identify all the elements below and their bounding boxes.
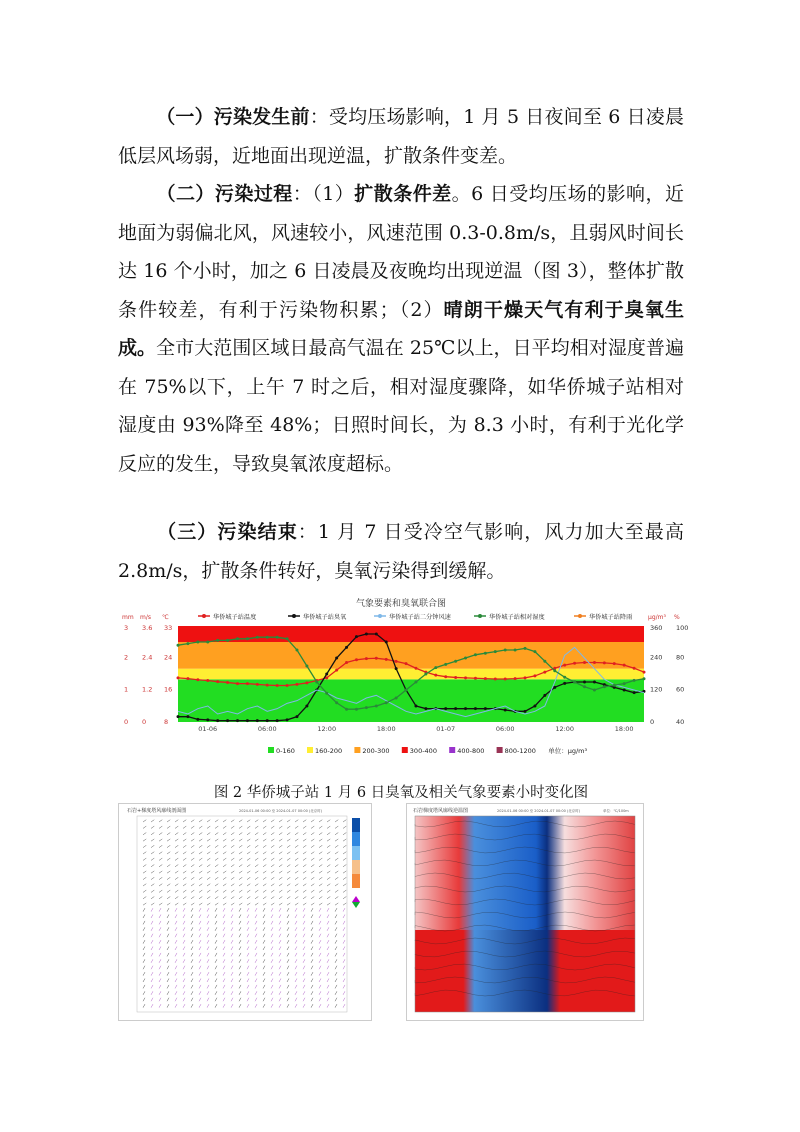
- xtick-3: 18:00: [376, 725, 396, 733]
- band-swatch-5: [497, 747, 503, 753]
- text-process-1: ：（1）: [292, 183, 355, 205]
- series-3-point-32: [494, 650, 497, 653]
- series-0-point-2: [196, 678, 199, 681]
- ytick: 120: [650, 685, 663, 694]
- series-1-point-42: [593, 681, 596, 684]
- band-label-5: 800-1200: [504, 747, 536, 755]
- figure-caption: 图 2 华侨城子站 1 月 6 日臭氧及相关气象要素小时变化图: [213, 785, 589, 801]
- series-0-point-17: [345, 661, 348, 664]
- text-end: ：1 月 7 日受冷空气影响，风力加大至最高 2.8m/s，扩散条件转好，臭氧污染得到缓解。: [118, 521, 684, 582]
- series-3-point-39: [563, 676, 566, 679]
- band-swatch-2: [354, 747, 360, 753]
- series-3-point-33: [504, 649, 507, 652]
- series-0-point-26: [434, 674, 437, 677]
- paragraph-process: [118, 175, 684, 483]
- series-0-point-13: [305, 681, 308, 684]
- series-0-point-21: [385, 658, 388, 661]
- series-1-point-12: [295, 715, 298, 718]
- right-panel-subtitle: 2024-01-06 00:00 至 2024-01-07 00:00 (北京时): [497, 809, 581, 813]
- series-0-point-39: [563, 664, 566, 667]
- series-0-point-12: [295, 683, 298, 686]
- series-1-point-20: [375, 633, 378, 636]
- series-0-point-9: [266, 684, 269, 687]
- series-3-point-12: [295, 649, 298, 652]
- bold-sunny: 晴朗干燥天气有利于臭氧生成。: [118, 298, 684, 359]
- left-panel-subtitle: 2024-01-06 00:00 至 2024-01-07 00:00 (北京时): [239, 809, 323, 813]
- series-0-point-3: [206, 679, 209, 682]
- legend-label-2: 华侨城子站二分钟风速: [389, 614, 451, 621]
- series-1-point-28: [454, 707, 457, 710]
- series-3-point-18: [355, 708, 358, 711]
- band-swatch-1: [307, 747, 313, 753]
- series-1-point-9: [266, 719, 269, 722]
- series-0-point-27: [444, 675, 447, 678]
- inversion-field-upper: [415, 816, 635, 930]
- series-1-point-16: [335, 657, 338, 660]
- series-1-point-30: [474, 707, 477, 710]
- series-3-point-27: [444, 663, 447, 666]
- x-ticks: [198, 725, 633, 733]
- series-0-point-41: [583, 661, 586, 664]
- series-0-point-28: [454, 676, 457, 679]
- series-0-point-4: [216, 680, 219, 683]
- series-3-point-38: [553, 669, 556, 672]
- band-swatch-3: [402, 747, 408, 753]
- series-3-point-4: [216, 639, 219, 642]
- series-0-point-5: [226, 681, 229, 684]
- chart-title: 气象要素和臭氧联合图: [355, 599, 447, 609]
- series-0-point-47: [643, 671, 646, 674]
- series-3-point-14: [315, 681, 318, 684]
- series-3-point-36: [533, 650, 536, 653]
- band-unit: 单位：μg/m³: [548, 747, 588, 755]
- series-1-point-6: [236, 719, 239, 722]
- series-3-point-5: [226, 639, 229, 642]
- series-1-point-21: [385, 641, 388, 644]
- series-0-point-22: [395, 660, 398, 663]
- ytick: 3.6: [142, 624, 153, 632]
- series-3-point-11: [286, 637, 289, 640]
- band-legend: [268, 746, 587, 755]
- series-0-point-40: [573, 662, 576, 665]
- ytick: 1: [124, 685, 129, 694]
- heading-end: （三）污染结束: [156, 521, 298, 543]
- series-1-point-38: [553, 686, 556, 689]
- series-0-point-45: [623, 664, 626, 667]
- xtick-2: 12:00: [317, 725, 337, 733]
- band-swatch-0: [268, 747, 274, 753]
- series-3-point-3: [206, 641, 209, 644]
- series-0-point-16: [335, 669, 338, 672]
- series-0-point-20: [375, 657, 378, 660]
- paragraph-end: [118, 513, 684, 590]
- series-0-point-36: [533, 674, 536, 677]
- xtick-1: 06:00: [257, 725, 277, 733]
- ytick: 2.4: [142, 653, 153, 662]
- series-0-point-30: [474, 677, 477, 680]
- series-0-point-7: [246, 682, 249, 685]
- series-3-point-25: [424, 673, 427, 676]
- series-3-point-47: [643, 677, 646, 680]
- right-panel-title: 石岩梯度塔风廓线逆温图: [413, 808, 469, 814]
- ytick: 100: [676, 624, 689, 632]
- series-0-point-1: [186, 677, 189, 680]
- ytick: 1.2: [142, 685, 153, 694]
- legend-label-0: 华侨城子站温度: [213, 614, 257, 621]
- ytick: 0: [650, 718, 655, 726]
- series-3-point-41: [583, 685, 586, 688]
- series-3-point-7: [246, 637, 249, 640]
- series-0-point-29: [464, 676, 467, 679]
- series-0-point-33: [504, 677, 507, 680]
- series-1-point-13: [305, 705, 308, 708]
- band-label-0: 0-160: [276, 747, 295, 755]
- series-3-point-28: [454, 660, 457, 663]
- legend-label-1: 华侨城子站臭氧: [303, 614, 347, 621]
- series-3-point-34: [514, 649, 517, 652]
- series-3-point-13: [305, 665, 308, 668]
- unit-pct: %: [674, 614, 680, 621]
- series-1-point-27: [444, 707, 447, 710]
- inversion-panel: [406, 803, 644, 1021]
- legend-label-4: 华侨城子站降雨: [589, 614, 633, 621]
- series-3-point-9: [266, 636, 269, 639]
- series-1-point-7: [246, 719, 249, 722]
- series-3-point-1: [186, 642, 189, 645]
- series-1-point-24: [414, 705, 417, 708]
- unit-c: ℃: [162, 614, 169, 621]
- wind-profile-panel: [118, 803, 372, 1021]
- series-0-point-31: [484, 677, 487, 680]
- series-1-point-11: [286, 718, 289, 721]
- ytick: 16: [164, 685, 173, 694]
- left-panel-title: 石岩+梯度塔风廓线剖面图: [127, 808, 187, 814]
- series-1-point-4: [216, 719, 219, 722]
- xtick-4: 01-07: [436, 725, 456, 733]
- right-panel-unit: 单位：℃/100m: [603, 809, 629, 813]
- series-3-point-46: [633, 679, 636, 682]
- series-3-point-45: [623, 682, 626, 685]
- text-process-3: 全市大范围区域日最高气温在 25℃以上，日平均相对湿度普遍在 75%以下，上午 7 时之后，相对湿度骤降，如华侨城子站相对湿度由 93%降至 48%；日照时间长，为 8.3 小时，有利于光化学反应的发生，导致臭氧浓度超标。: [118, 337, 684, 475]
- series-1-point-45: [623, 689, 626, 692]
- series-0-point-35: [524, 676, 527, 679]
- band-label-1: 160-200: [315, 747, 343, 755]
- series-3-point-35: [524, 647, 527, 650]
- series-1-point-31: [484, 707, 487, 710]
- ytick: 60: [676, 685, 685, 694]
- series-3-point-26: [434, 666, 437, 669]
- ytick: 0: [142, 718, 147, 726]
- legend-label-3: 华侨城子站相对湿度: [489, 614, 545, 621]
- series-3-point-37: [543, 660, 546, 663]
- series-0-point-42: [593, 661, 596, 664]
- ytick: 360: [650, 624, 663, 632]
- weather-ozone-chart: [118, 596, 689, 772]
- series-0-point-8: [256, 683, 259, 686]
- series-3-point-2: [196, 641, 199, 644]
- ytick: 40: [676, 718, 685, 726]
- text-before: ：受均压场影响，1 月 5 日夜间至 6 日凌晨低层风场弱，近地面出现逆温，扩散条件变差。: [118, 106, 684, 167]
- xtick-0: 01-06: [198, 725, 218, 733]
- series-3-point-44: [613, 684, 616, 687]
- aqi-bands: [178, 626, 644, 722]
- ytick: 2: [124, 653, 129, 662]
- series-0-point-37: [543, 671, 546, 674]
- ytick: 3: [124, 624, 129, 632]
- series-0-point-46: [633, 667, 636, 670]
- series-1-point-1: [186, 715, 189, 718]
- series-1-point-37: [543, 694, 546, 697]
- unit-mm: mm: [122, 614, 134, 621]
- series-0-point-10: [276, 684, 279, 687]
- series-3-point-16: [335, 701, 338, 704]
- series-1-point-10: [276, 719, 279, 722]
- series-1-point-29: [464, 707, 467, 710]
- band-swatch-4: [449, 747, 455, 753]
- series-1-point-3: [206, 718, 209, 721]
- series-0-point-6: [236, 682, 239, 685]
- series-0-point-43: [603, 661, 606, 664]
- ytick: 33: [164, 624, 173, 632]
- series-3-point-6: [236, 637, 239, 640]
- series-0-point-19: [365, 657, 368, 660]
- series-1-point-19: [365, 633, 368, 636]
- series-0-point-18: [355, 658, 358, 661]
- series-3-point-31: [484, 652, 487, 655]
- series-1-point-2: [196, 718, 199, 721]
- xtick-6: 12:00: [555, 725, 575, 733]
- band-label-2: 200-300: [362, 747, 390, 755]
- chart-legend: [198, 613, 632, 621]
- series-3-point-23: [405, 689, 408, 692]
- series-3-point-8: [256, 636, 259, 639]
- series-1-point-36: [533, 705, 536, 708]
- series-1-point-25: [424, 707, 427, 710]
- series-0-point-24: [414, 667, 417, 670]
- series-3-point-20: [375, 705, 378, 708]
- band-label-3: 300-400: [409, 747, 437, 755]
- series-1-point-39: [563, 682, 566, 685]
- ytick: 0: [124, 718, 129, 726]
- band-label-4: 400-800: [457, 747, 485, 755]
- series-1-point-33: [504, 709, 507, 712]
- xtick-7: 18:00: [614, 725, 634, 733]
- unit-ms: m/s: [140, 614, 151, 621]
- ytick: 8: [164, 718, 169, 726]
- ytick: 24: [164, 653, 173, 662]
- series-1-point-5: [226, 719, 229, 722]
- series-1-point-15: [325, 673, 328, 676]
- paragraph-before: [118, 98, 684, 175]
- series-0-point-34: [514, 677, 517, 680]
- series-3-point-22: [395, 697, 398, 700]
- xtick-5: 06:00: [495, 725, 515, 733]
- color-scale: [352, 818, 360, 888]
- band-200-300: [178, 642, 644, 669]
- series-3-point-0: [177, 644, 180, 647]
- series-1-point-46: [633, 691, 636, 694]
- series-3-point-17: [345, 708, 348, 711]
- series-3-point-24: [414, 681, 417, 684]
- series-0-point-11: [286, 684, 289, 687]
- series-3-point-43: [603, 685, 606, 688]
- series-3-point-21: [385, 701, 388, 704]
- series-1-point-35: [524, 710, 527, 713]
- series-1-point-41: [583, 681, 586, 684]
- text-process-2: 。6 日受均压场的影响，近地面为弱偏北风，风速较小，风速范围 0.3-0.8m/s，且弱风时间长达 16 个小时，加之 6 日凌晨及夜晚均出现逆温（图 3），整体扩散条件较差，有利于污染物积累；（2）: [118, 183, 684, 321]
- series-3-point-19: [365, 706, 368, 709]
- series-0-point-44: [613, 662, 616, 665]
- compass-icon: [352, 896, 360, 908]
- ytick: 80: [676, 653, 685, 662]
- series-0-point-23: [405, 662, 408, 665]
- series-3-point-15: [325, 692, 328, 695]
- series-3-point-30: [474, 653, 477, 656]
- series-1-point-17: [345, 646, 348, 649]
- series-1-point-0: [177, 715, 180, 718]
- series-3-point-29: [464, 657, 467, 660]
- band-160-200: [178, 669, 644, 680]
- ytick: 240: [650, 653, 663, 662]
- series-0-point-32: [494, 677, 497, 680]
- heading-before: （一）污染发生前: [156, 106, 310, 128]
- series-3-point-42: [593, 689, 596, 692]
- heading-process: （二）污染过程: [156, 183, 293, 205]
- series-3-point-40: [573, 681, 576, 684]
- series-1-point-18: [355, 635, 358, 638]
- series-0-point-0: [177, 676, 180, 679]
- series-3-point-10: [276, 636, 279, 639]
- series-1-point-22: [395, 667, 398, 670]
- bold-diffusion: 扩散条件差: [354, 183, 452, 205]
- unit-ug: μg/m³: [648, 614, 666, 621]
- series-1-point-8: [256, 719, 259, 722]
